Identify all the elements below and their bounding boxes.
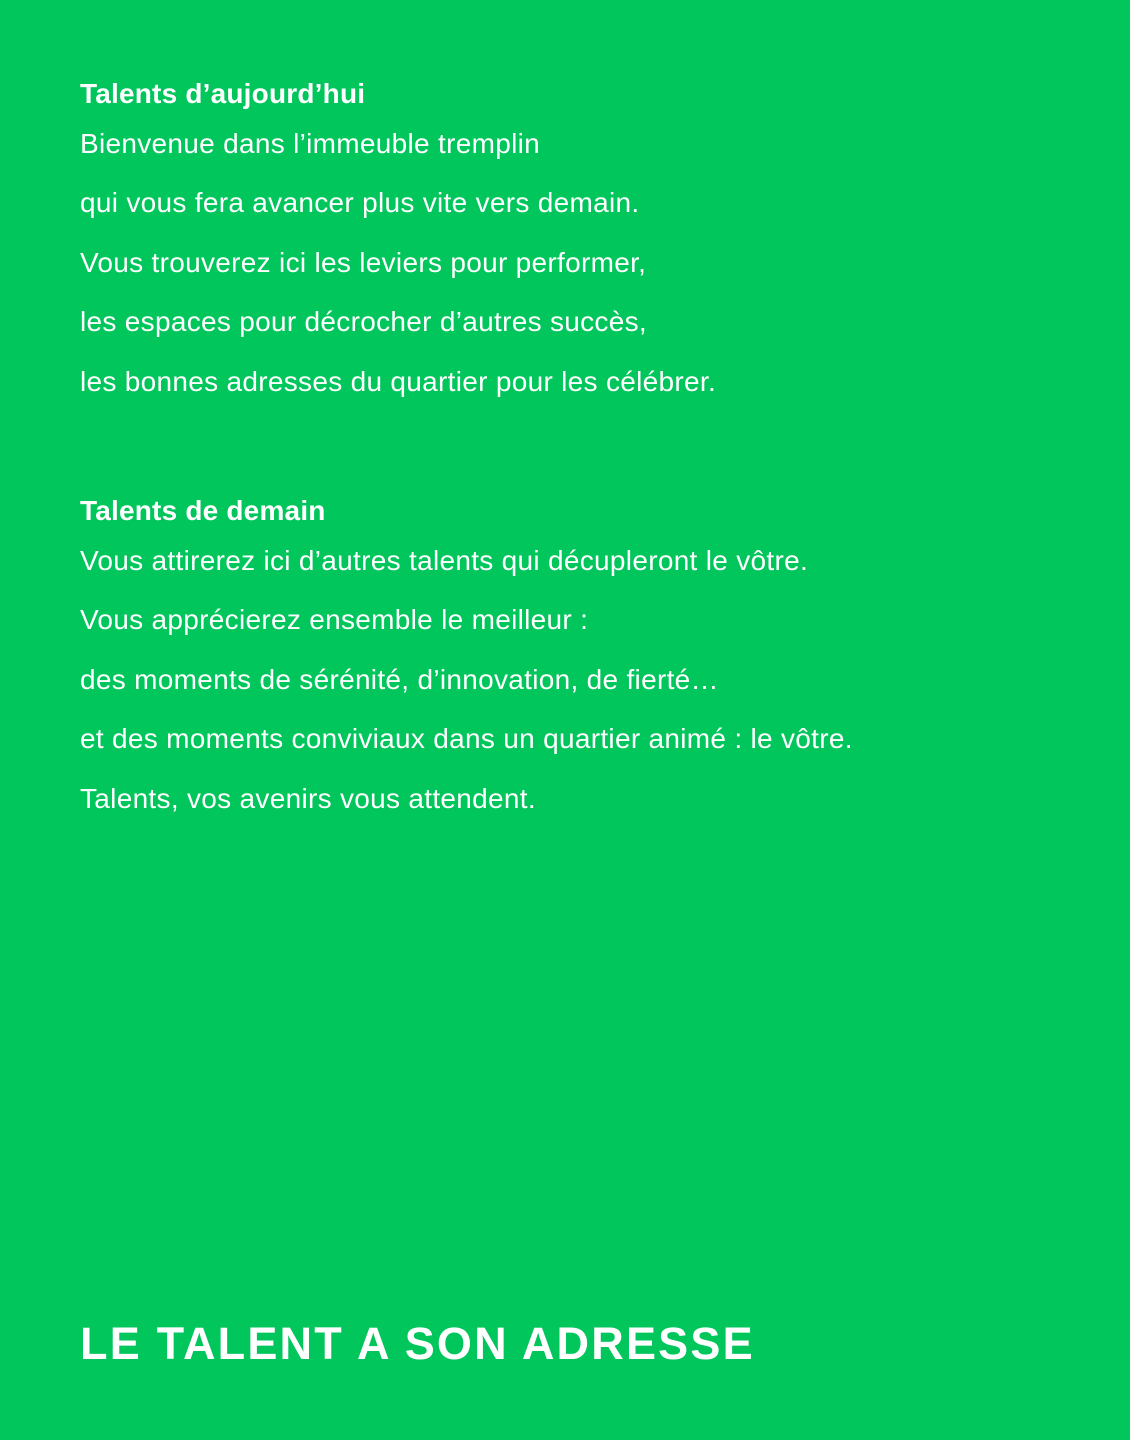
- text-line: qui vous fera avancer plus vite vers demain.: [80, 187, 640, 219]
- section-title: Talents d’aujourd’hui: [80, 78, 366, 109]
- text-line: Talents, vos avenirs vous attendent.: [80, 782, 536, 814]
- text-line: Vous apprécierez ensemble le meilleur :: [80, 604, 589, 636]
- slogan-heading: LE TALENT A SON ADRESSE: [80, 1318, 755, 1369]
- text-line: les espaces pour décrocher d’autres succès,: [80, 306, 647, 338]
- section-talents-aujourdhui: [80, 74, 1080, 411]
- text-line: Vous attirerez ici d’autres talents qui décupleront le vôtre.: [80, 544, 809, 576]
- text-line: Bienvenue dans l’immeuble tremplin: [80, 127, 540, 159]
- text-line: des moments de sérénité, d’innovation, de fierté…: [80, 663, 719, 695]
- section-title: Talents de demain: [80, 495, 326, 526]
- text-line: et des moments conviviaux dans un quartier animé : le vôtre.: [80, 723, 853, 755]
- paragraph-lines: [80, 531, 1080, 829]
- text-line: les bonnes adresses du quartier pour les célébrer.: [80, 365, 717, 397]
- paragraph-lines: [80, 114, 1080, 412]
- text-line: Vous trouverez ici les leviers pour performer,: [80, 246, 647, 278]
- section-talents-demain: [80, 491, 1080, 828]
